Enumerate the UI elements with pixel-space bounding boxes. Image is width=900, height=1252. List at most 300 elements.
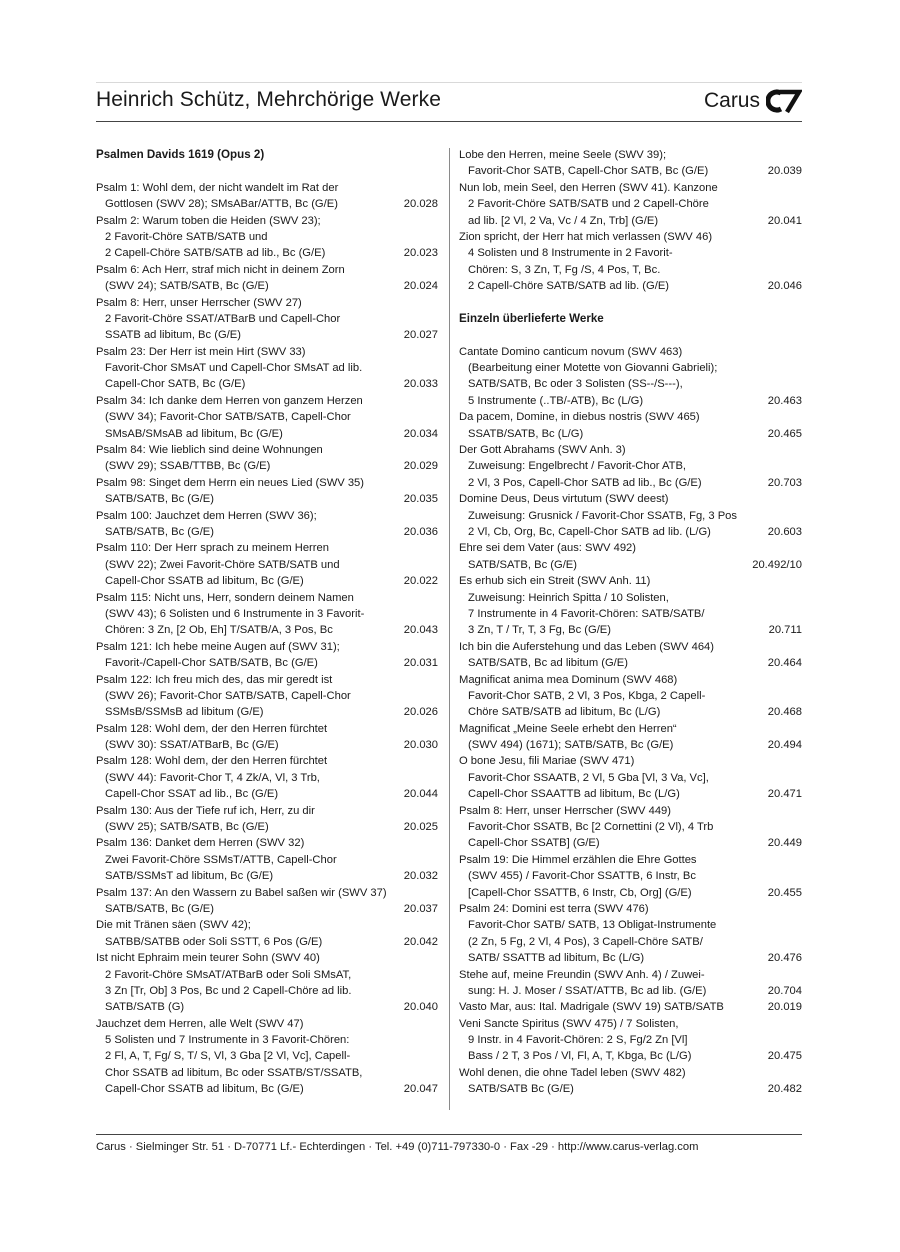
brand	[704, 88, 802, 114]
catalog-number: 20.463	[767, 394, 802, 407]
catalog-entry	[96, 672, 438, 721]
entry-text: Favorit-Chor SATB, 2 Vl, 3 Pos, Kbga, 2 Capell-	[468, 689, 706, 702]
entry-text: SATB/SATB Bc (G/E)	[468, 1083, 574, 1096]
catalog-number: 20.034	[403, 427, 438, 440]
column-divider	[449, 148, 450, 1110]
catalog-number: 20.028	[403, 198, 438, 211]
entry-text: Psalm 34: Ich danke dem Herren von ganzem Herzen	[96, 394, 363, 407]
entry-line	[96, 557, 438, 573]
entry-text: 3 Zn [Tr, Ob] 3 Pos, Bc und 2 Capell-Chöre ad lib.	[105, 984, 352, 997]
entry-text: Psalm 122: Ich freu mich des, das mir geredt ist	[96, 673, 333, 686]
entry-text: Psalm 8: Herr, unser Herrscher (SWV 27)	[96, 296, 302, 309]
entry-text: Die mit Tränen säen (SWV 42);	[96, 919, 251, 932]
entry-text: SATB/SATB, Bc ad libitum (G/E)	[468, 657, 628, 670]
entry-text: Favorit-Chor SSATB, Bc [2 Cornettini (2 Vl), 4 Trb	[468, 821, 714, 834]
catalog-entry	[96, 835, 438, 884]
catalog-entry	[459, 967, 802, 1000]
catalog-number: 20.031	[403, 657, 438, 670]
entry-text: Bass / 2 T, 3 Pos / Vl, Fl, A, T, Kbga, Bc (L/G)	[468, 1050, 692, 1063]
entry-text: Capell-Chor SSATB ad libitum, Bc (G/E)	[105, 1083, 304, 1096]
entry-text: Capell-Chor SSAT ad lib., Bc (G/E)	[105, 788, 279, 801]
entry-text: Psalm 84: Wie lieblich sind deine Wohnungen	[96, 444, 323, 457]
entry-line	[96, 1048, 438, 1064]
entry-line	[459, 999, 802, 1015]
entry-text: (SWV 24); SATB/SATB, Bc (G/E)	[105, 280, 269, 293]
section-title-einzeln: Einzeln überlieferte Werke	[459, 311, 604, 325]
entry-line	[96, 999, 438, 1015]
entry-text: Da pacem, Domine, in diebus nostris (SWV 465)	[459, 411, 700, 424]
entry-text: (SWV 43); 6 Solisten und 6 Instrumente in 3 Favorit-	[105, 607, 365, 620]
entry-text: Capell-Chor SSAATTB ad libitum, Bc (L/G)	[468, 788, 680, 801]
entry-line	[459, 508, 802, 524]
entry-line	[459, 1081, 802, 1097]
entry-line	[96, 393, 438, 409]
entry-text: 5 Instrumente (..TB/-ATB), Bc (L/G)	[468, 394, 644, 407]
entry-text: Zion spricht, der Herr hat mich verlassen (SWV 46)	[459, 230, 713, 243]
catalog-entry	[96, 540, 438, 589]
entry-line	[459, 1048, 802, 1064]
entry-line	[459, 672, 802, 688]
entry-text: (SWV 22); Zwei Favorit-Chöre SATB/SATB und	[105, 558, 340, 571]
entry-line	[459, 934, 802, 950]
catalog-number: 20.492/10	[752, 558, 802, 571]
page-title: Heinrich Schütz, Mehrchörige Werke	[96, 88, 441, 111]
entry-text: Domine Deus, Deus virtutum (SWV deest)	[459, 493, 669, 506]
entry-line	[459, 344, 802, 360]
catalog-number: 20.041	[767, 214, 802, 227]
catalog-number: 20.043	[403, 624, 438, 637]
entry-line	[96, 245, 438, 261]
catalog-number: 20.482	[767, 1083, 802, 1096]
entry-text: SATB/SATB (G)	[105, 1001, 185, 1014]
section-gap	[96, 163, 438, 179]
catalog-number: 20.037	[403, 902, 438, 915]
catalog-entry	[459, 803, 802, 852]
catalog-entry	[96, 508, 438, 541]
entry-line	[459, 737, 802, 753]
section-gap	[459, 327, 802, 343]
catalog-number: 20.475	[767, 1050, 802, 1063]
entry-line	[459, 393, 802, 409]
catalog-number: 20.019	[767, 1001, 802, 1014]
catalog-number: 20.449	[767, 837, 802, 850]
catalog-number: 20.476	[767, 952, 802, 965]
entry-line	[459, 1016, 802, 1032]
entry-line	[96, 458, 438, 474]
catalog-entry	[96, 213, 438, 262]
entry-line	[96, 606, 438, 622]
entry-line	[459, 885, 802, 901]
entry-text: Psalm 8: Herr, unser Herrscher (SWV 449)	[459, 804, 671, 817]
catalog-entry	[96, 803, 438, 836]
entry-text: Psalm 121: Ich hebe meine Augen auf (SWV 31);	[96, 640, 340, 653]
entry-text: SATBB/SATBB oder Soli SSTT, 6 Pos (G/E)	[105, 935, 323, 948]
entry-line	[459, 688, 802, 704]
entry-line	[96, 622, 438, 638]
catalog-number: 20.026	[403, 706, 438, 719]
entry-line	[96, 1032, 438, 1048]
entry-line	[96, 934, 438, 950]
right-column	[459, 147, 802, 1098]
entry-line	[459, 770, 802, 786]
catalog-number: 20.029	[403, 460, 438, 473]
entry-line	[96, 737, 438, 753]
entry-text: 2 Favorit-Chöre SATB/SATB und	[105, 230, 268, 243]
entry-line	[96, 885, 438, 901]
entry-line	[459, 721, 802, 737]
entry-line	[459, 245, 802, 261]
entry-text: Psalm 24: Domini est terra (SWV 476)	[459, 902, 649, 915]
entry-text: Magnificat „Meine Seele erhebt den Herren“	[459, 722, 677, 735]
entry-text: SATB/SATB, Bc oder 3 Solisten (SS--/S---),	[468, 378, 683, 391]
entry-line	[96, 721, 438, 737]
catalog-entry	[459, 344, 802, 410]
entry-text: Zuweisung: Engelbrecht / Favorit-Chor ATB,	[468, 460, 687, 473]
entry-text: Chöre SATB/SATB ad libitum, Bc (L/G)	[468, 706, 661, 719]
entry-text: Zuweisung: Heinrich Spitta / 10 Solisten,	[468, 591, 669, 604]
entry-line	[96, 475, 438, 491]
entry-text: Favorit-Chor SMsAT und Capell-Chor SMsAT ad lib.	[105, 362, 363, 375]
catalog-number: 20.044	[403, 788, 438, 801]
entry-text: SATB/SATB, Bc (G/E)	[468, 558, 577, 571]
entry-text: SATB/SATB, Bc (G/E)	[105, 525, 214, 538]
entry-text: 2 Favorit-Chöre SMsAT/ATBarB oder Soli SMsAT,	[105, 968, 352, 981]
catalog-entry	[459, 721, 802, 754]
entry-line	[459, 376, 802, 392]
entry-text: (SWV 34); Favorit-Chor SATB/SATB, Capell-Chor	[105, 411, 351, 424]
entry-text: Zwei Favorit-Chöre SSMsT/ATTB, Capell-Chor	[105, 853, 337, 866]
catalog-number: 20.035	[403, 493, 438, 506]
catalog-entry	[96, 393, 438, 442]
catalog-entry	[459, 901, 802, 967]
entry-text: (SWV 29); SSAB/TTBB, Bc (G/E)	[105, 460, 271, 473]
entry-line	[459, 704, 802, 720]
section-gap	[459, 295, 802, 311]
entry-line	[96, 983, 438, 999]
entry-line	[96, 672, 438, 688]
entry-text: O bone Jesu, fili Mariae (SWV 471)	[459, 755, 635, 768]
entry-text: Psalm 110: Der Herr sprach zu meinem Herren	[96, 542, 329, 555]
entry-text: Favorit-/Capell-Chor SATB/SATB, Bc (G/E)	[105, 657, 318, 670]
catalog-entry	[459, 540, 802, 573]
entry-line	[96, 180, 438, 196]
entry-line	[96, 950, 438, 966]
page-footer: Carus · Sielminger Str. 51 · D-70771 Lf.- Echterdingen · Tel. +49 (0)711-797330-0 · Fax -29 · http://www.carus-verlag.com	[96, 1141, 699, 1153]
catalog-entry	[96, 590, 438, 639]
entry-text: Capell-Chor SATB, Bc (G/E)	[105, 378, 246, 391]
catalog-entry	[96, 262, 438, 295]
entry-line	[459, 278, 802, 294]
entry-line	[96, 917, 438, 933]
entry-line	[96, 327, 438, 343]
right-top-entry-list	[459, 147, 802, 295]
catalog-entry	[96, 917, 438, 950]
entry-text: Ich bin die Auferstehung und das Leben (SWV 464)	[459, 640, 714, 653]
entry-line	[459, 147, 802, 163]
entry-line	[96, 590, 438, 606]
catalog-number: 20.603	[767, 525, 802, 538]
entry-text: sung: H. J. Moser / SSAT/ATTB, Bc ad lib. (G/E)	[468, 984, 707, 997]
entry-line	[96, 540, 438, 556]
entry-line	[459, 540, 802, 556]
catalog-number: 20.039	[767, 165, 802, 178]
entry-text: SSMsB/SSMsB ad libitum (G/E)	[105, 706, 264, 719]
entry-line	[459, 163, 802, 179]
entry-line	[96, 753, 438, 769]
entry-line	[459, 458, 802, 474]
entry-text: (SWV 44): Favorit-Chor T, 4 Zk/A, Vl, 3 Trb,	[105, 771, 320, 784]
entry-line	[96, 1081, 438, 1097]
entry-line	[96, 835, 438, 851]
entry-line	[96, 508, 438, 524]
entry-line	[96, 688, 438, 704]
entry-text: [Capell-Chor SSATTB, 6 Instr, Cb, Org] (G/E)	[468, 886, 692, 899]
entry-text: Psalm 6: Ach Herr, straf mich nicht in deinem Zorn	[96, 263, 345, 276]
catalog-number: 20.036	[403, 525, 438, 538]
entry-line	[96, 819, 438, 835]
catalog-number: 20.030	[403, 739, 438, 752]
catalog-entry	[459, 639, 802, 672]
catalog-entry	[96, 639, 438, 672]
entry-line	[459, 590, 802, 606]
entry-text: ad lib. [2 Vl, 2 Va, Vc / 4 Zn, Trb] (G/E)	[468, 214, 659, 227]
entry-text: Psalm 136: Danket dem Herren (SWV 32)	[96, 837, 305, 850]
entry-line	[96, 704, 438, 720]
entry-text: (Bearbeitung einer Motette von Giovanni Gabrieli);	[468, 362, 718, 375]
entry-line	[96, 573, 438, 589]
entry-line	[459, 475, 802, 491]
entry-line	[96, 1016, 438, 1032]
entry-text: 2 Capell-Chöre SATB/SATB ad lib., Bc (G/E)	[105, 247, 326, 260]
entry-text: Psalm 2: Warum toben die Heiden (SWV 23);	[96, 214, 321, 227]
entry-line	[459, 557, 802, 573]
entry-line	[459, 983, 802, 999]
entry-line	[459, 491, 802, 507]
entry-text: SATB/SSMsT ad libitum, Bc (G/E)	[105, 870, 274, 883]
catalog-entry	[459, 573, 802, 639]
entry-text: 2 Fl, A, T, Fg/ S, T/ S, Vl, 3 Gba [2 Vl, Vc], Capell-	[105, 1050, 351, 1063]
right-entry-list	[459, 344, 802, 1098]
entry-text: Capell-Chor SSATB ad libitum, Bc (G/E)	[105, 575, 304, 588]
entry-line	[459, 442, 802, 458]
entry-line	[459, 213, 802, 229]
entry-line	[459, 852, 802, 868]
entry-text: 5 Solisten und 7 Instrumente in 3 Favorit-Chören:	[105, 1034, 350, 1047]
entry-text: SATB/ SSATTB ad libitum, Bc (L/G)	[468, 952, 645, 965]
catalog-entry	[459, 409, 802, 442]
entry-text: Gottlosen (SWV 28); SMsABar/ATTB, Bc (G/E)	[105, 198, 338, 211]
entry-text: Psalm 128: Wohl dem, der den Herren fürchtet	[96, 722, 328, 735]
entry-text: 2 Favorit-Chöre SSAT/ATBarB und Capell-Chor	[105, 312, 341, 325]
entry-text: Favorit-Chor SATB, Capell-Chor SATB, Bc (G/E)	[468, 165, 709, 178]
entry-text: Stehe auf, meine Freundin (SWV Anh. 4) / Zuwei-	[459, 968, 705, 981]
catalog-number: 20.046	[767, 280, 802, 293]
entry-line	[96, 786, 438, 802]
entry-text: SSATB ad libitum, Bc (G/E)	[105, 329, 241, 342]
entry-line	[96, 376, 438, 392]
entry-line	[96, 311, 438, 327]
brand-name: Carus	[703, 89, 760, 112]
entry-line	[459, 1065, 802, 1081]
catalog-number: 20.033	[403, 378, 438, 391]
catalog-entry	[459, 147, 802, 180]
entry-text: 2 Capell-Chöre SATB/SATB ad lib. (G/E)	[468, 280, 670, 293]
entry-text: Favorit-Chor SATB/ SATB, 13 Obligat-Instrumente	[468, 919, 717, 932]
entry-line	[459, 426, 802, 442]
entry-text: Psalm 23: Der Herr ist mein Hirt (SWV 33)	[96, 345, 306, 358]
catalog-entry	[459, 753, 802, 802]
entry-line	[459, 409, 802, 425]
entry-line	[459, 655, 802, 671]
page-header	[96, 86, 802, 120]
entry-line	[96, 409, 438, 425]
section-title-psalmen: Psalmen Davids 1619 (Opus 2)	[96, 148, 265, 161]
entry-line	[96, 655, 438, 671]
catalog-number: 20.022	[403, 575, 438, 588]
entry-text: (SWV 25); SATB/SATB, Bc (G/E)	[105, 821, 269, 834]
catalog-entry	[459, 491, 802, 540]
carus-logo-icon	[766, 88, 802, 114]
entry-line	[459, 639, 802, 655]
entry-text: Cantate Domino canticum novum (SWV 463)	[459, 345, 683, 358]
left-column	[96, 147, 438, 1098]
entry-text: Capell-Chor SSATB] (G/E)	[468, 837, 600, 850]
catalog-number: 20.703	[767, 476, 802, 489]
catalog-entry	[96, 721, 438, 754]
entry-line	[96, 426, 438, 442]
catalog-entry	[96, 344, 438, 393]
entry-line	[459, 180, 802, 196]
entry-line	[459, 606, 802, 622]
entry-line	[96, 442, 438, 458]
catalog-entry	[96, 295, 438, 344]
entry-text: Psalm 137: An den Wassern zu Babel saßen wir (SWV 37)	[96, 886, 387, 899]
catalog-number: 20.468	[767, 706, 802, 719]
catalog-entry	[459, 180, 802, 229]
catalog-entry	[96, 1016, 438, 1098]
catalog-number: 20.047	[403, 1083, 438, 1096]
catalog-number: 20.025	[403, 821, 438, 834]
entry-text: (SWV 455) / Favorit-Chor SSATTB, 6 Instr, Bc	[468, 870, 696, 883]
catalog-number: 20.455	[767, 886, 802, 899]
entry-line	[459, 950, 802, 966]
entry-line	[96, 868, 438, 884]
catalog-number: 20.494	[767, 739, 802, 752]
entry-text: Vasto Mar, aus: Ital. Madrigale (SWV 19) SATB/SATB	[459, 1001, 724, 1014]
entry-line	[96, 196, 438, 212]
catalog-entry	[459, 442, 802, 491]
catalog-entry	[96, 180, 438, 213]
entry-line	[459, 753, 802, 769]
entry-text: 3 Zn, T / Tr, T, 3 Fg, Bc (G/E)	[468, 624, 611, 637]
entry-line	[96, 262, 438, 278]
entry-text: 2 Vl, Cb, Org, Bc, Capell-Chor SATB ad lib. (L/G)	[468, 525, 711, 538]
catalog-entry	[96, 885, 438, 918]
entry-line	[459, 360, 802, 376]
top-rule	[96, 82, 802, 83]
entry-line	[96, 524, 438, 540]
entry-text: 4 Solisten und 8 Instrumente in 2 Favorit-	[468, 247, 673, 260]
entry-text: Nun lob, mein Seel, den Herren (SWV 41). Kanzone	[459, 181, 718, 194]
catalog-number: 20.024	[403, 280, 438, 293]
entry-line	[459, 622, 802, 638]
catalog-number: 20.711	[768, 624, 802, 637]
entry-text: Psalm 128: Wohl dem, der den Herren fürchtet	[96, 755, 328, 768]
footer-rule	[96, 1134, 802, 1135]
entry-text: Ist nicht Ephraim mein teurer Sohn (SWV 40)	[96, 952, 320, 965]
entry-line	[96, 639, 438, 655]
entry-text: SATB/SATB, Bc (G/E)	[105, 902, 214, 915]
entry-text: 2 Vl, 3 Pos, Capell-Chor SATB ad lib., Bc (G/E)	[468, 476, 702, 489]
entry-text: Zuweisung: Grusnick / Favorit-Chor SSATB, Fg, 3 Pos	[468, 509, 738, 522]
catalog-number: 20.040	[403, 1001, 438, 1014]
entry-text: Lobe den Herren, meine Seele (SWV 39);	[459, 149, 667, 161]
entry-line	[459, 819, 802, 835]
entry-text: (SWV 494) (1671); SATB/SATB, Bc (G/E)	[468, 739, 674, 752]
entry-line	[96, 1065, 438, 1081]
entry-line	[459, 901, 802, 917]
entry-text: Chören: S, 3 Zn, T, Fg /S, 4 Pos, T, Bc.	[468, 263, 661, 276]
entry-line	[459, 917, 802, 933]
entry-text: Psalm 115: Nicht uns, Herr, sondern deinem Namen	[96, 591, 354, 604]
entry-text: Veni Sancte Spiritus (SWV 475) / 7 Solisten,	[459, 1017, 679, 1030]
entry-line	[96, 967, 438, 983]
entry-text: Wohl denen, die ohne Tadel leben (SWV 482)	[459, 1066, 686, 1079]
entry-text: (SWV 26); Favorit-Chor SATB/SATB, Capell-Chor	[105, 689, 351, 702]
catalog-entry	[459, 229, 802, 295]
entry-line	[96, 491, 438, 507]
entry-text: (2 Zn, 5 Fg, 2 Vl, 4 Pos), 3 Capell-Chöre SATB/	[468, 935, 703, 948]
catalog-entry	[96, 753, 438, 802]
catalog-entry	[459, 1065, 802, 1098]
entry-text: Psalm 100: Jauchzet dem Herren (SWV 36);	[96, 509, 317, 522]
catalog-entry	[459, 672, 802, 721]
entry-line	[96, 229, 438, 245]
entry-text: Psalm 1: Wohl dem, der nicht wandelt im Rat der	[96, 181, 339, 194]
catalog-entry	[459, 852, 802, 901]
entry-text: Chören: 3 Zn, [2 Ob, Eh] T/SATB/A, 3 Pos, Bc	[105, 624, 333, 637]
catalog-number: 20.042	[403, 935, 438, 948]
entry-line	[96, 901, 438, 917]
entry-text: Ehre sei dem Vater (aus: SWV 492)	[459, 542, 636, 555]
entry-line	[459, 868, 802, 884]
entry-text: Psalm 130: Aus der Tiefe ruf ich, Herr, zu dir	[96, 804, 315, 817]
entry-text: Es erhub sich ein Streit (SWV Anh. 11)	[459, 575, 651, 588]
catalog-entry	[459, 1016, 802, 1065]
entry-line	[459, 835, 802, 851]
entry-text: 9 Instr. in 4 Favorit-Chören: 2 S, Fg/2 Zn [Vl]	[468, 1034, 688, 1047]
catalog-entry	[96, 950, 438, 1016]
entry-line	[459, 262, 802, 278]
entry-text: (SWV 30): SSAT/ATBarB, Bc (G/E)	[105, 739, 279, 752]
catalog-number: 20.465	[767, 427, 802, 440]
entry-line	[96, 360, 438, 376]
entry-line	[459, 786, 802, 802]
entry-text: Psalm 98: Singet dem Herrn ein neues Lied (SWV 35)	[96, 476, 365, 489]
catalog-number: 20.471	[767, 788, 802, 801]
entry-line	[96, 803, 438, 819]
catalog-number: 20.027	[403, 329, 438, 342]
catalog-entry	[459, 999, 802, 1015]
entry-text: Psalm 19: Die Himmel erzählen die Ehre Gottes	[459, 853, 697, 866]
entry-text: SSATB/SATB, Bc (L/G)	[468, 427, 584, 440]
entry-line	[459, 967, 802, 983]
entry-line	[459, 573, 802, 589]
catalog-number: 20.032	[403, 870, 438, 883]
entry-text: Chor SSATB ad libitum, Bc oder SSATB/ST/SSATB,	[105, 1066, 363, 1079]
entry-text: SATB/SATB, Bc (G/E)	[105, 493, 214, 506]
catalog-number: 20.704	[767, 984, 802, 997]
